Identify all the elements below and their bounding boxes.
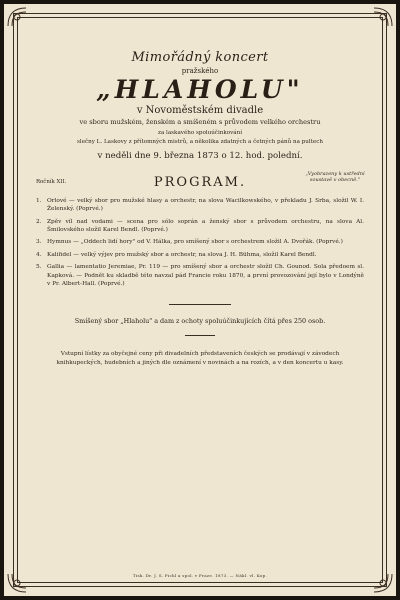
headline-prazskeho: pražského	[181, 67, 219, 75]
headline-title: „HLAHOLU"	[96, 75, 304, 104]
program-item	[30, 251, 370, 259]
program-item	[30, 263, 370, 288]
program-note: „Vyobrazeny k ustřední soustavě v obecně."	[305, 170, 365, 184]
item-number: 4.	[36, 251, 42, 258]
program-list	[30, 197, 370, 289]
item-text: Kalifidel — velký výjev pro mužský sbor a orchestr, na slova J. H. Bühma, složil Karel Bendl.	[47, 251, 317, 258]
program-item	[30, 238, 370, 246]
volume-label: Ročník XII.	[36, 178, 67, 185]
item-text: Zpěv víl nad vodami — scena pro sólo soprán a ženský sbor s průvodem orchestru, na slova Al. Šmilovského složil Karel Bendl. (Poprvé.)	[47, 218, 364, 234]
item-text: Orlové — velký sbor pro mužské hlasy a orchestr, na slova Wacilkowského, v překladu J. Srba, složil W. I. Želenský. (Poprvé.)	[47, 197, 364, 213]
program-item	[30, 197, 370, 214]
chorus-note: Smíšený sbor „Hlaholu" a dam z ochoty spoluúčinkujících čítá přes 250 osob.	[74, 317, 326, 326]
item-number: 1.	[36, 197, 42, 204]
printer-imprint: Tisk. Dr. J. S. Pichl a spol. v Praze. 1873. — Nákl. vl. Kop.	[132, 573, 268, 578]
item-number: 3.	[36, 239, 42, 246]
divider-rule	[185, 335, 215, 336]
item-number: 5.	[36, 264, 42, 271]
poster-sheet	[4, 4, 396, 596]
program-header	[30, 169, 370, 197]
poster-content	[30, 50, 370, 374]
item-text: Hymnus — „Oddech lidí hory" od V. Hálka, pro smíšený sbor s orchestrem složil A. Dvořák. (Poprvé.)	[47, 239, 343, 246]
venue-line: v Novoměstském divadle	[136, 105, 264, 116]
divider-rule	[169, 304, 231, 305]
program-title: PROGRAM.	[153, 174, 247, 190]
date-line: v neděli dne 9. března 1873 o 12. hod. polední.	[97, 150, 303, 161]
headline-concert: Mimořádný koncert	[131, 50, 269, 65]
program-item	[30, 218, 370, 235]
ornament-corner-icon	[6, 6, 28, 28]
soloist-line: slečny L. Laskovy z přítomných mistrů, a několika zdatných a četných pánů na pultech	[77, 138, 323, 145]
choir-line: ve sboru mužském, ženském a smíšeném s průvodem velkého orchestru	[79, 118, 321, 126]
item-number: 2.	[36, 218, 42, 225]
cooperation-line: za laskavého spoluúčinkování	[158, 129, 242, 136]
ornament-corner-icon	[372, 6, 394, 28]
tickets-note: Vstupní lístky za obyčejné ceny při divadelních představeních českých se prodávají v závodech knihkupeckých, hudebních a jiných dle oznámení v novinách a na rozích, a v den koncertu u kasy.	[56, 351, 344, 367]
item-text: Gallia — lamentatio Jeremiae, Pr. 119 — pro smíšený sbor a orchestr složil Ch. Gounod. Sola předoem sl. Kapková. — Podnět ku skladbě této navzal pád Francie roku 1870, a první provozování její bylo v Londýně v Pr. Albert-Hall. (Poprvé.)	[47, 264, 364, 288]
